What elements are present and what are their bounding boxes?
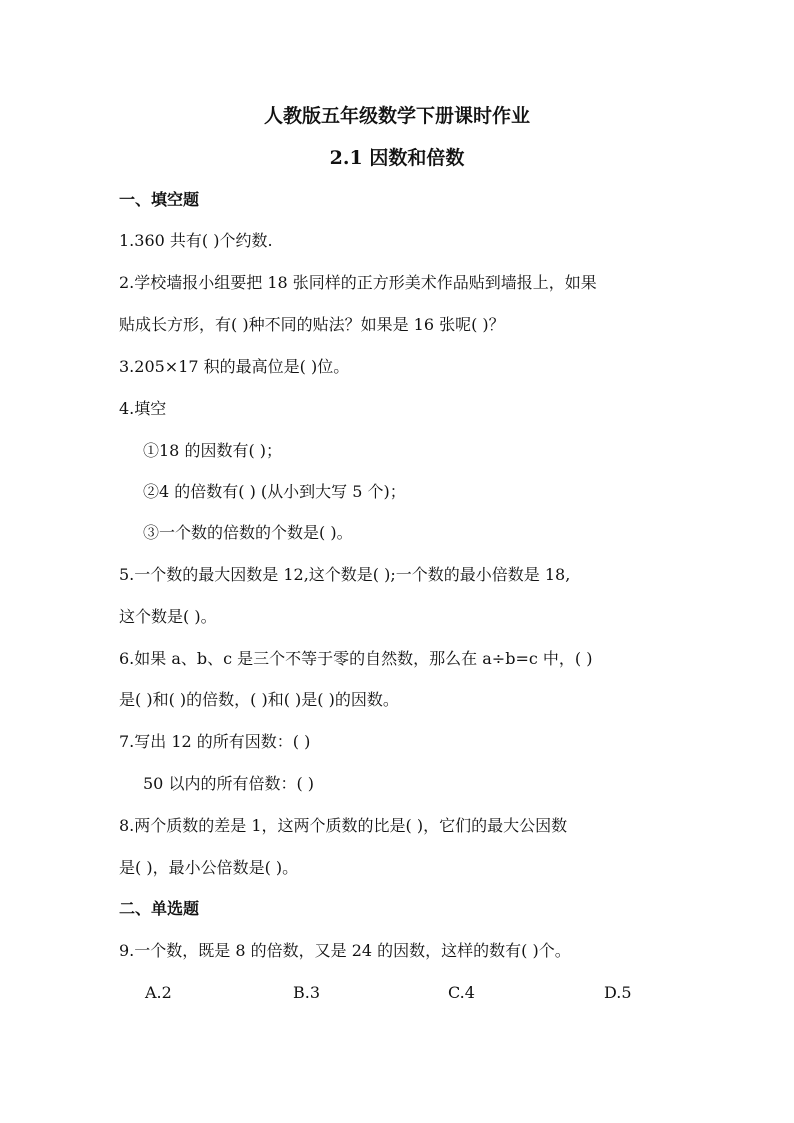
question-7-line-1: 7.写出 12 的所有因数：( ) — [119, 732, 311, 751]
question-6-line-1: 6.如果 a、b、c 是三个不等于零的自然数，那么在 a÷b=c 中，( ) — [119, 649, 593, 668]
section-heading-single-choice: 二、单选题 — [119, 899, 200, 918]
question-9: 9.一个数，既是 8 的倍数，又是 24 的因数，这样的数有( )个。 — [119, 941, 571, 960]
question-3: 3.205×17 积的最高位是( )位。 — [119, 357, 350, 376]
question-1: 1.360 共有( )个约数. — [119, 231, 273, 250]
document-title: 人教版五年级数学下册课时作业 — [263, 105, 530, 127]
question-9-option-b: B.3 — [293, 983, 321, 1002]
question-5-line-1: 5.一个数的最大因数是 12,这个数是( );一个数的最小倍数是 18, — [119, 565, 571, 584]
question-8-line-1: 8.两个质数的差是 1，这两个质数的比是( )，它们的最大公因数 — [119, 816, 568, 835]
question-2-line-2: 贴成长方形，有( )种不同的贴法？如果是 16 张呢( )？ — [119, 315, 505, 334]
question-6-line-2: 是( )和( )的倍数，( )和( )是( )的因数。 — [119, 690, 399, 709]
question-4-part-2: ②4 的倍数有( ) (从小到大写 5 个)； — [143, 482, 406, 501]
question-2-line-1: 2.学校墙报小组要把 18 张同样的正方形美术作品贴到墙报上，如果 — [119, 273, 597, 292]
question-9-option-c: C.4 — [448, 983, 475, 1002]
question-4: 4.填空 — [119, 399, 167, 418]
section-heading-fill-blank: 一、填空题 — [119, 190, 200, 209]
question-9-option-a: A.2 — [145, 983, 172, 1002]
question-9-option-d: D.5 — [604, 983, 632, 1002]
question-8-line-2: 是( )，最小公倍数是( )。 — [119, 858, 299, 877]
question-5-line-2: 这个数是( )。 — [119, 607, 217, 626]
question-4-part-3: ③一个数的倍数的个数是( )。 — [143, 523, 353, 542]
question-7-line-2: 50 以内的所有倍数：( ) — [143, 774, 315, 793]
document-subtitle: 2.1 因数和倍数 — [329, 147, 465, 169]
question-4-part-1: ①18 的因数有( )； — [143, 441, 283, 460]
